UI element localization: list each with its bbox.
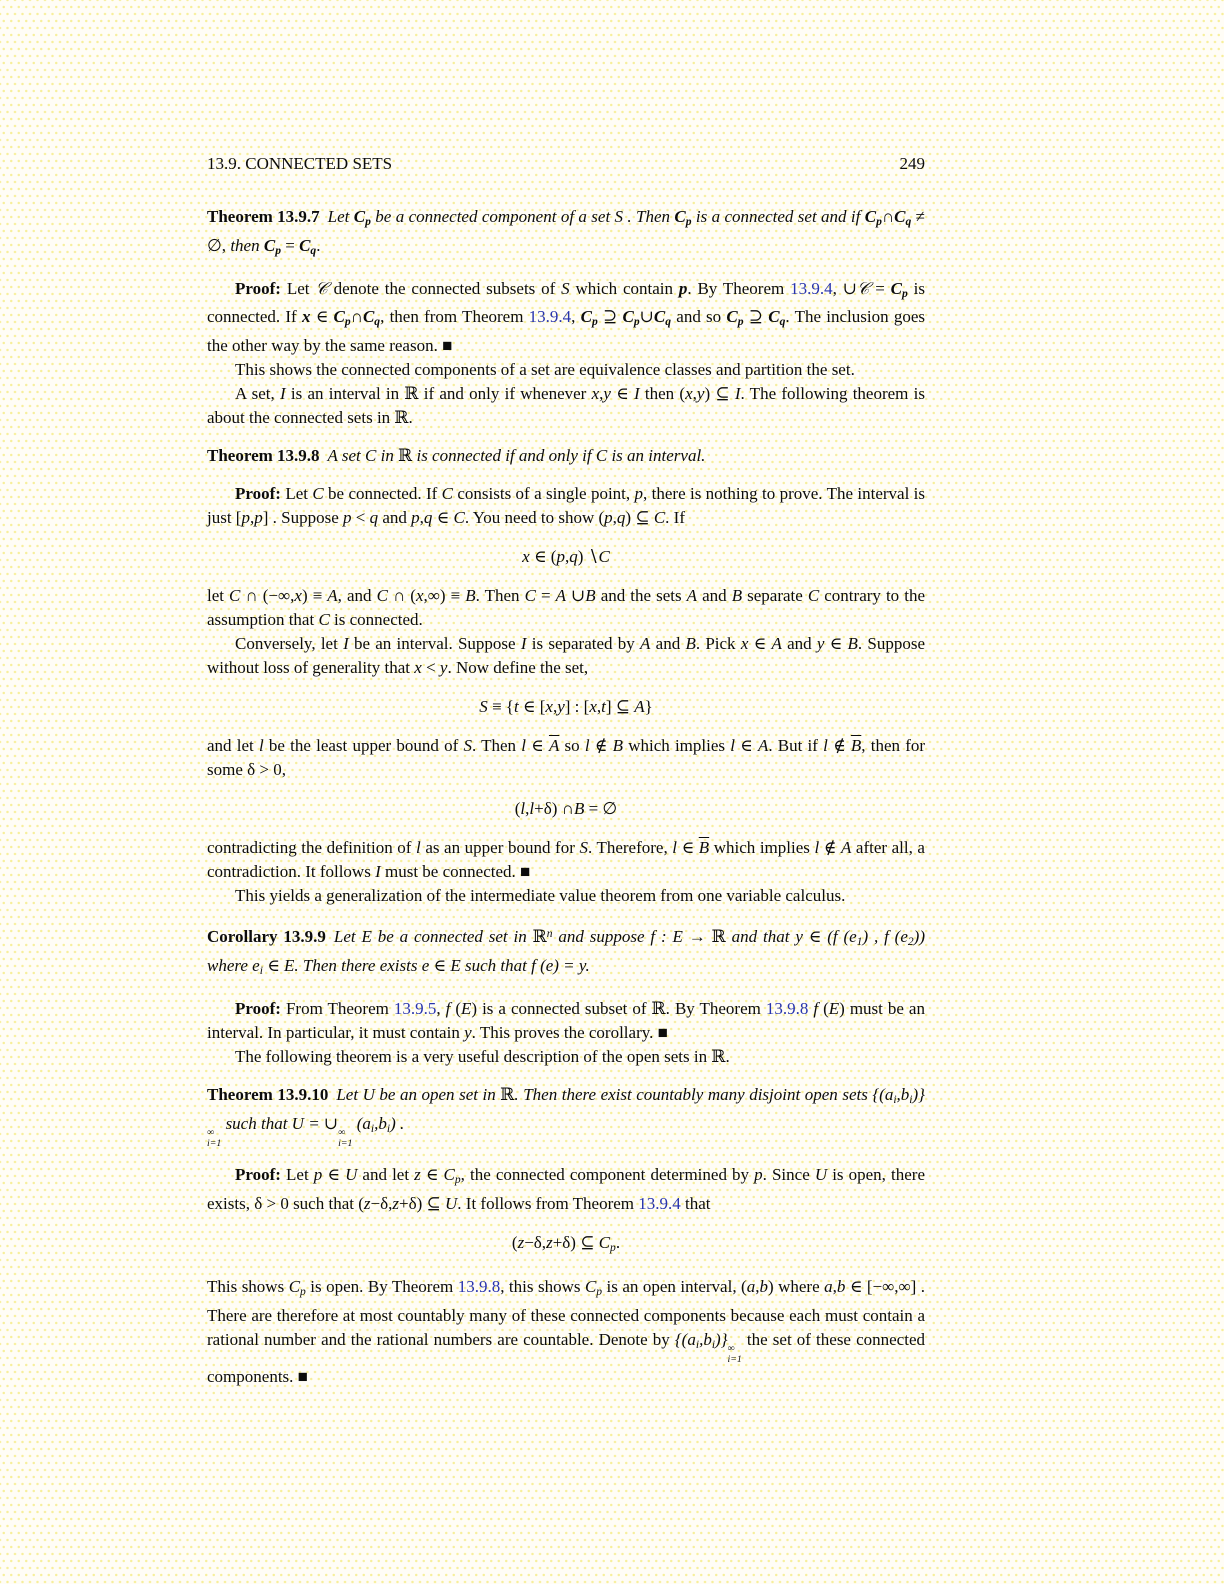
proof-13-9-10: Proof: Let p ∈ U and let z ∈ Cp, the connected component determined by p. Since U is open, there exists, δ > 0 such that (z−δ,z+δ) ⊆ U. It follows from Theorem 13.9.4 that [207,1165,925,1214]
para-conversely: Conversely, let I be an interval. Suppose I is separated by A and B. Pick x ∈ A and y ∈ B. Suppose without loss of generality that x < y. Now define the set, [207,634,925,678]
theorem-13-9-7: Theorem 13.9.7 Let Cp be a connected component of a set S . Then Cp is a connected set and if Cp∩Cq ≠ ∅, then Cp = Cq. [207,207,925,257]
equation-x-in-pq-setminus-C: x ∈ (p,q) ∖C [522,547,610,567]
theorem-ref-link[interactable]: 13.9.8 [457,1276,501,1296]
page-number: 249 [899,154,925,173]
limits-stack: ∞ i=1 [727,1342,742,1366]
para-separation: let C ∩ (−∞,x) ≡ A, and C ∩ (x,∞) ≡ B. Then C = A ∪B and the sets A and B separate C contrary to the assumption that C is connected. [207,586,925,630]
qed-square: ■ [520,862,531,882]
para-interval-definition: A set, I is an interval in ℝ if and only if whenever x,y ∈ I then (x,y) ⊆ I. The following theorem is about the connected sets in ℝ. [207,384,925,428]
qed-square: ■ [657,1022,668,1042]
theorem-13-9-10: Theorem 13.9.10 Let U be an open set in ℝ. Then there exist countably many disjoint open sets {(ai,bi)} ∞ i=1 such that U = ∪ ∞ i=1 (ai,bi) . [207,1084,925,1149]
page-header [207,152,925,176]
equation-l-delta-empty: (l,l+δ) ∩B = ∅ [514,799,618,819]
theorem-13-9-8: Theorem 13.9.8 A set C in ℝ is connected if and only if C is an interval. [207,446,706,466]
text-block [207,152,925,1389]
proof-13-9-7: Proof: Let 𝒞 denote the connected subsets of S which contain p. By Theorem 13.9.4, ∪𝒞 = Cp is connected. If x ∈ Cp∩Cq, then from Theorem 13.9.4, Cp ⊇ Cp∪Cq and so Cp ⊇ Cq. The inclusion goes the other way by the same reason. ■ [207,278,925,356]
qed-square: ■ [297,1367,308,1387]
content [207,205,925,1389]
theorem-ref-link[interactable]: 13.9.8 [765,998,809,1018]
proof-13-9-9: Proof: From Theorem 13.9.5, f (E) is a connected subset of ℝ. By Theorem 13.9.8 f (E) must be an interval. In particular, it must contain y. This proves the corollary. ■ [207,998,925,1042]
proof-13-9-8: Proof: Let C be connected. If C consists of a single point, p, there is nothing to prove. The interval is just [p,p] . Suppose p < q and p,q ∈ C. You need to show (p,q) ⊆ C. If [207,484,925,528]
para-final-countable: This shows Cp is open. By Theorem 13.9.8, this shows Cp is an open interval, (a,b) where a,b ∈ [−∞,∞] . There are therefore at most countably many of these connected components because each must contain a rational number and the rational numbers are countable. Denote by {(ai,bi)} ∞ i=1 the set of these connected components. ■ [207,1276,926,1387]
theorem-ref-link[interactable]: 13.9.4 [790,278,833,298]
theorem-ref-link[interactable]: 13.9.4 [638,1194,681,1214]
qed-square: ■ [442,336,453,356]
corollary-13-9-9: Corollary 13.9.9 Let E be a connected set in ℝ$^n$ and suppose f : E → ℝ and that y ∈ (f (e1) , f (e2)) where ei ∈ E. Then there exists e ∈ E such that f (e) = y. [207,927,925,977]
para-least-upper-bound: and let l be the least upper bound of S. Then l ∈ $\overline{A}$ so l ∉ B which implies l ∈ A. But if l ∉ $\overline{B}$, then for some δ > 0, [207,736,926,780]
limits-stack: ∞ i=1 [338,1126,353,1149]
limits-stack: ∞ i=1 [207,1126,222,1149]
equation-z-delta-subset-Cp: (z−δ,z+δ) ⊆ Cp. [511,1233,621,1254]
para-equivalence-classes: This shows the connected components of a set are equivalence classes and partition the set. [235,360,855,380]
theorem-ref-link[interactable]: 13.9.4 [528,307,572,327]
theorem-ref-link[interactable]: 13.9.5 [393,998,437,1018]
equation-S-definition: S ≡ {t ∈ [x,y] : [x,t] ⊆ A} [479,697,653,717]
para-ivt-generalization: This yields a generalization of the intermediate value theorem from one variable calculus. [235,886,846,906]
para-contradiction: contradicting the definition of l as an upper bound for S. Therefore, l ∈ $\overline{B}$ which implies l ∉ A after all, a contradiction. It follows I must be connected. ■ [207,838,925,882]
para-open-sets-intro: The following theorem is a very useful description of the open sets in ℝ. [235,1046,730,1066]
section-heading: 13.9. CONNECTED SETS [207,154,393,173]
